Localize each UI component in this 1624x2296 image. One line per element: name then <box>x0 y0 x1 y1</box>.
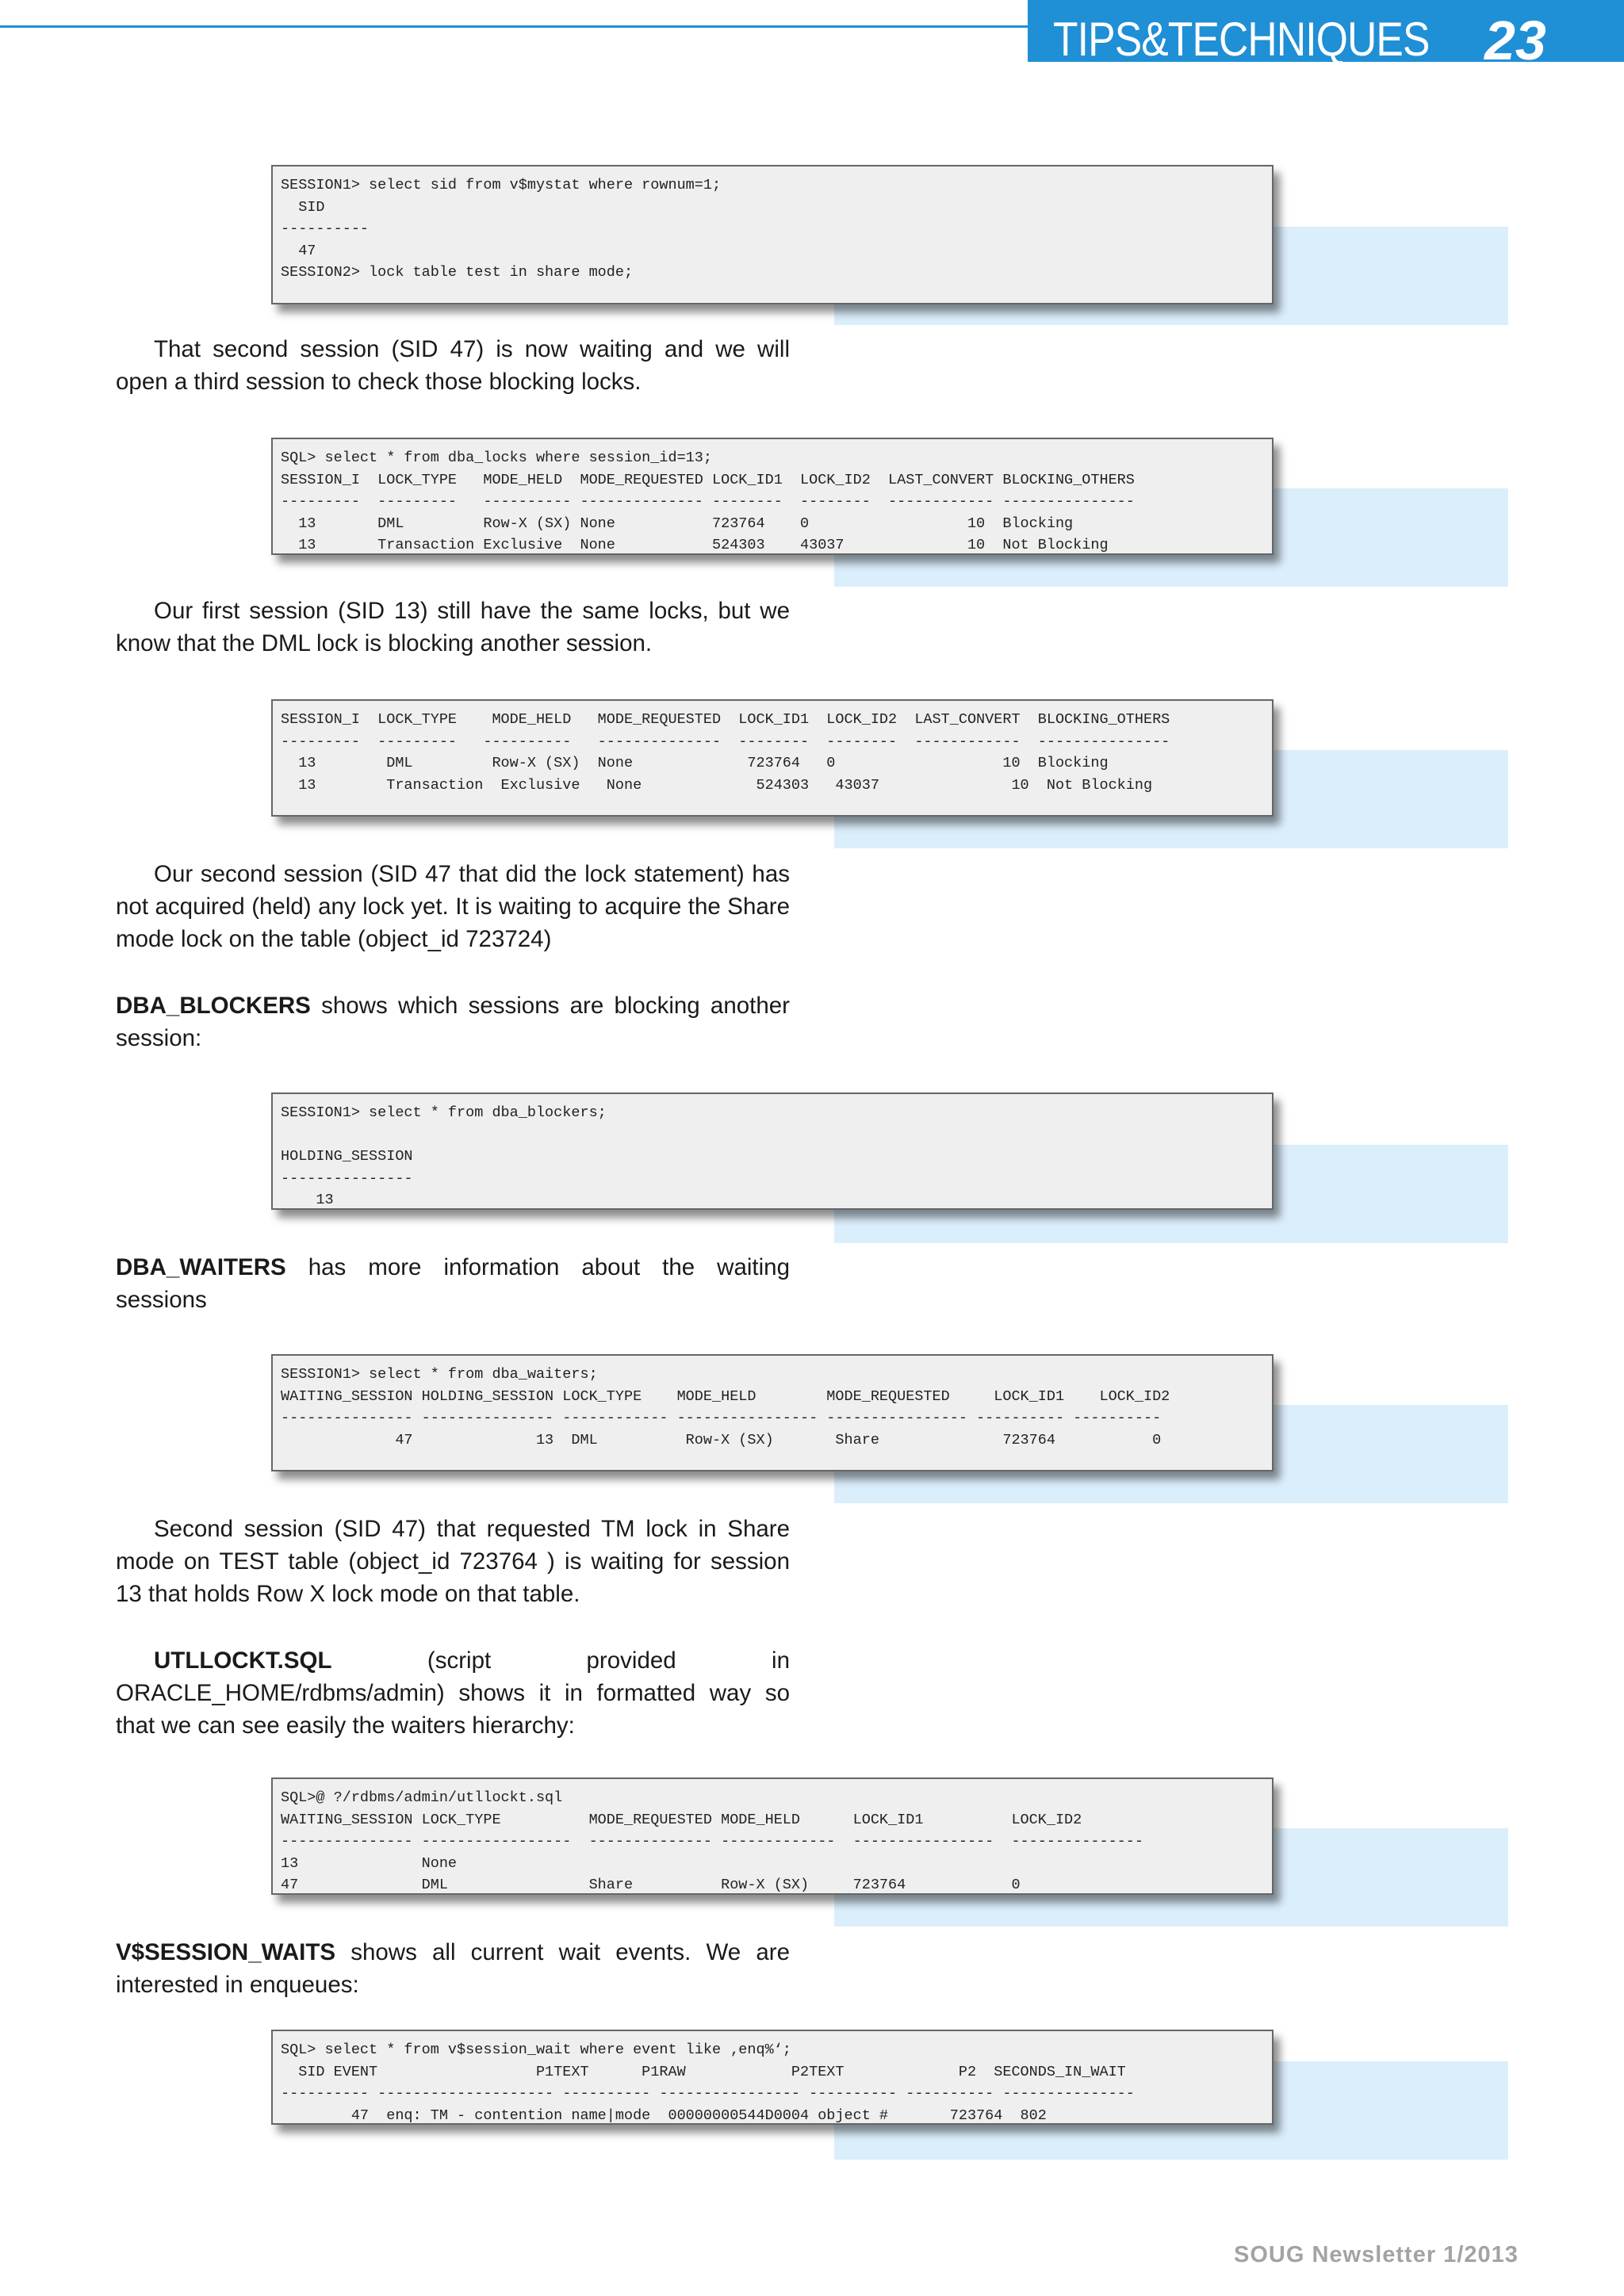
paragraph <box>116 1644 790 1742</box>
paragraph <box>116 333 790 398</box>
paragraph <box>116 595 790 660</box>
keyword: DBA_BLOCKERS <box>116 993 311 1019</box>
paragraph-rest: shows all current wait events. We are interested in enqueues: <box>116 1939 790 1998</box>
paragraph-text <box>116 1936 790 2001</box>
paragraph-rest: (script provided in ORACLE_HOME/rdbms/admin) shows it in formatted way so that we can see easily the waiters hierarchy: <box>116 1647 790 1739</box>
code-text: SESSION1> select * from dba_waiters; WAITING_SESSION HOLDING_SESSION LOCK_TYPE MODE_HELD MODE_REQUESTED LOCK_ID1 LOCK_ID2 --------------- --------------- ------------ ---------------- ---------------- ---------- ---------- 47 13 DML Row-X (SX) Share 723764 0 <box>281 1366 1170 1448</box>
paragraph <box>116 858 790 955</box>
paragraph-text: Our first session (SID 13) still have the same locks, but we know that the DML lock is blocking another session. <box>116 598 790 656</box>
footer-issue: SOUG Newsletter 1/2013 <box>1234 2242 1519 2267</box>
code-text: SESSION_I LOCK_TYPE MODE_HELD MODE_REQUESTED LOCK_ID1 LOCK_ID2 LAST_CONVERT BLOCKING_OTHERS --------- --------- ---------- -------------- -------- -------- ------------ --------------- 13 DML Row-X (SX) None 723764 0 10 Blocking 13 Transaction Exclusive None 524303 43037 10 Not Blocking <box>281 711 1170 794</box>
paragraph <box>116 1936 790 2001</box>
code-text: SESSION1> select * from dba_blockers; HOLDING_SESSION --------------- 13 <box>281 1104 607 1208</box>
code-block-session-wait <box>271 2030 1274 2125</box>
paragraph-text <box>116 1644 790 1742</box>
keyword: UTLLOCKT.SQL <box>154 1647 332 1674</box>
code-text: SESSION1> select sid from v$mystat where rownum=1; SID ---------- 47 SESSION2> lock table test in share mode; <box>281 177 722 281</box>
paragraph-text: Our second session (SID 47 that did the lock statement) has not acquired (held) any lock yet. It is waiting to acquire the Share mode lock on the table (object_id 723724) <box>116 861 790 952</box>
paragraph-text <box>116 989 790 1054</box>
code-block-mystat <box>271 165 1274 304</box>
code-block-dba-locks <box>271 438 1274 555</box>
page-number: 23 <box>1484 10 1546 71</box>
paragraph <box>116 1513 790 1610</box>
paragraph <box>116 1251 790 1316</box>
paragraph-rest: has more information about the waiting sessions <box>116 1254 790 1313</box>
header-rule <box>0 25 1031 28</box>
code-text: SQL> select * from v$session_wait where event like ‚enq%‘; SID EVENT P1TEXT P1RAW P2TEXT P2 SECONDS_IN_WAIT ---------- -------------------- ---------- ---------------- ---------- ---------- --------------- 47 enq: TM - contention name|mode 00000000544D0004 object # 723764 802 <box>281 2042 1135 2124</box>
paragraph-text <box>116 1251 790 1316</box>
section-title: TIPS&TECHNIQUES <box>1053 13 1430 66</box>
code-text: SQL>@ ?/rdbms/admin/utllockt.sql WAITING_SESSION LOCK_TYPE MODE_REQUESTED MODE_HELD LOCK_ID1 LOCK_ID2 --------------- ----------------- -------------- ------------- ---------------- --------------- 13 None 47 DML Share Row-X (SX) 723764 0 <box>281 1789 1143 1893</box>
paragraph <box>116 989 790 1054</box>
keyword: V$SESSION_WAITS <box>116 1939 336 1965</box>
code-block-dba-blockers <box>271 1093 1274 1210</box>
code-block-dba-locks-session2 <box>271 699 1274 817</box>
paragraph-text: That second session (SID 47) is now waiting and we will open a third session to check those blocking locks. <box>116 336 790 395</box>
code-text: SQL> select * from dba_locks where session_id=13; SESSION_I LOCK_TYPE MODE_HELD MODE_REQUESTED LOCK_ID1 LOCK_ID2 LAST_CONVERT BLOCKING_OTHERS --------- --------- ---------- -------------- -------- -------- ------------ --------------- 13 DML Row-X (SX) None 723764 0 10 Blocking 13 Transaction Exclusive None 524303 43037 10 Not Blocking <box>281 450 1135 553</box>
paragraph-text: Second session (SID 47) that requested TM lock in Share mode on TEST table (object_id 723764 ) is waiting for session 13 that holds Row X lock mode on that table. <box>116 1516 790 1607</box>
code-block-dba-waiters <box>271 1354 1274 1471</box>
keyword: DBA_WAITERS <box>116 1254 286 1280</box>
paragraph-rest: shows which sessions are blocking another session: <box>116 993 790 1051</box>
code-block-utllockt <box>271 1777 1274 1895</box>
